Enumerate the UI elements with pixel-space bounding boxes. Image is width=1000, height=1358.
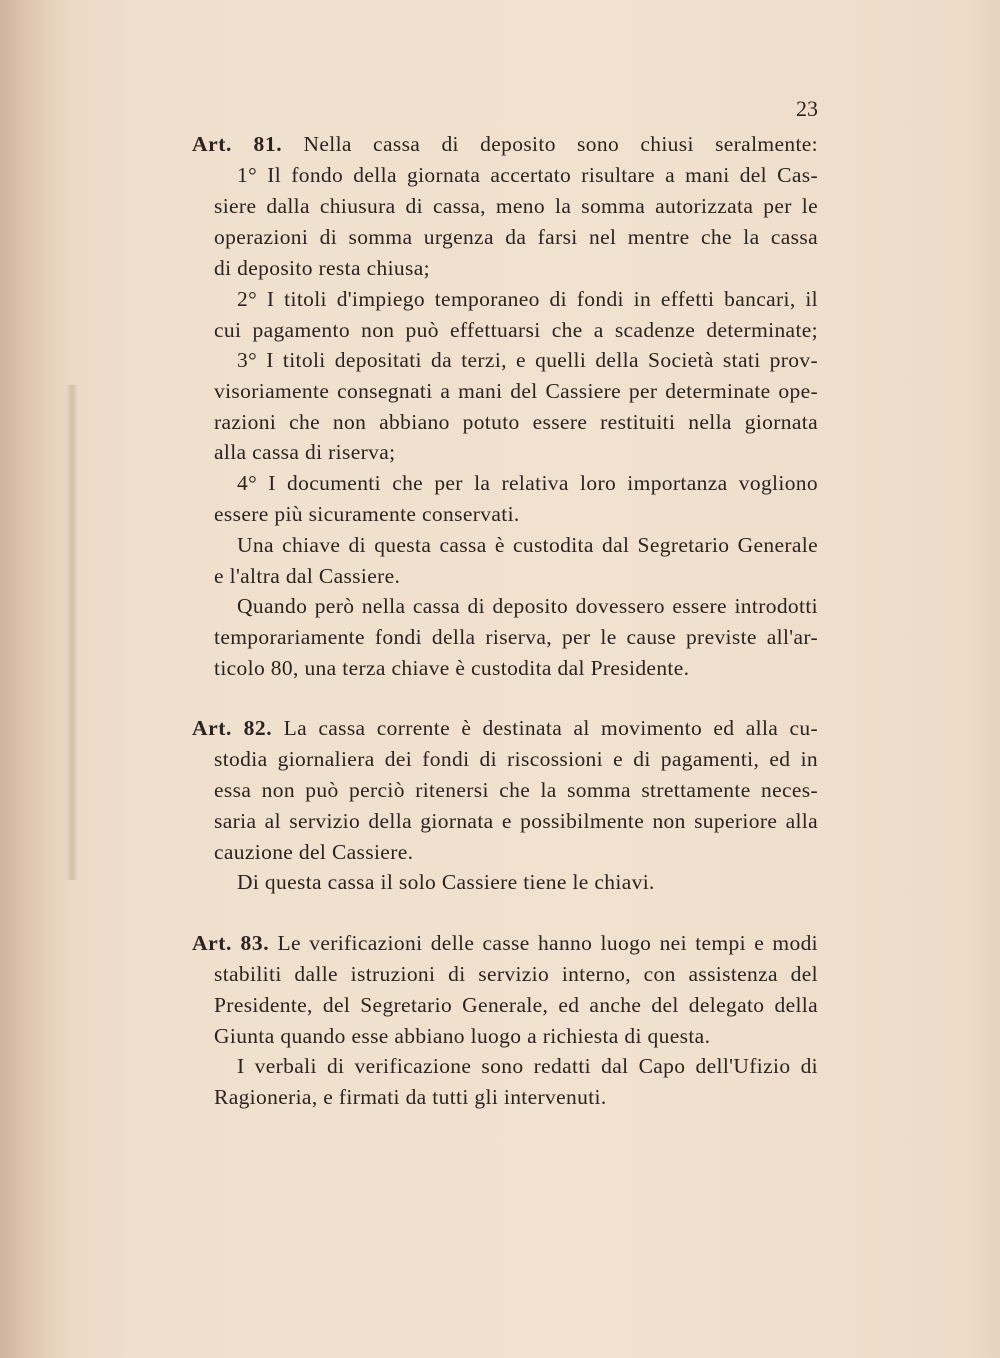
- art83-line: Ragioneria, e firmati da tutti gli intervenuti.: [214, 1085, 607, 1109]
- art81-heading-line: [192, 129, 818, 159]
- art81-line: essere più sicuramente conservati.: [214, 502, 520, 526]
- art82-intro: La cassa corrente è destinata al movimento ed alla cu-: [283, 716, 819, 740]
- art83-line: Giunta quando esse abbiano luogo a richiesta di questa.: [214, 1024, 711, 1048]
- art83-line: Presidente, del Segretario Generale, ed anche del delegato della: [214, 993, 818, 1017]
- art81-line: cui pagamento non può effettuarsi che a scadenze determinate;: [214, 318, 818, 342]
- art81-label: Art. 81.: [192, 132, 283, 156]
- art83-intro: Le verificazioni delle casse hanno luogo nei tempi e modi: [277, 931, 819, 955]
- art81-line: 2° I titoli d'impiego temporaneo di fondi in effetti bancari, il: [237, 287, 818, 311]
- art81-line: operazioni di somma urgenza da farsi nel mentre che la cassa: [214, 225, 818, 249]
- art81-line: 3° I titoli depositati da terzi, e quelli della Società stati prov-: [237, 348, 818, 372]
- page-number: 23: [796, 96, 818, 121]
- art82-line: stodia giornaliera dei fondi di riscossioni e di pagamenti, ed in: [214, 747, 818, 771]
- art81-line: ticolo 80, una terza chiave è custodita dal Presidente.: [214, 656, 690, 680]
- art83-label: Art. 83.: [192, 931, 270, 955]
- art81-line: Una chiave di questa cassa è custodita dal Segretario Generale: [237, 533, 818, 557]
- art82-line: cauzione del Cassiere.: [214, 840, 414, 864]
- art81-line: visoriamente consegnati a mani del Cassiere per determinate ope-: [214, 379, 818, 403]
- art82-line: Di questa cassa il solo Cassiere tiene le chiavi.: [237, 870, 655, 894]
- art83-heading-line: [192, 928, 818, 958]
- art81-line: 4° I documenti che per la relativa loro importanza vogliono: [237, 471, 818, 495]
- art81-line: temporariamente fondi della riserva, per le cause previste all'ar-: [214, 625, 818, 649]
- art81-line: di deposito resta chiusa;: [214, 256, 430, 280]
- art81-line: Quando però nella cassa di deposito dovessero essere introdotti: [237, 594, 818, 618]
- art81-intro: Nella cassa di deposito sono chiusi seralmente:: [303, 132, 819, 156]
- art82-line: saria al servizio della giornata e possibilmente non superiore alla: [214, 809, 818, 833]
- art83-line: stabiliti dalle istruzioni di servizio interno, con assistenza del: [214, 962, 818, 986]
- art81-line: e l'altra dal Cassiere.: [214, 564, 401, 588]
- art83-line: I verbali di verificazione sono redatti dal Capo dell'Ufizio di: [237, 1054, 818, 1078]
- art81-line: razioni che non abbiano potuto essere restituiti nella giornata: [214, 410, 818, 434]
- art82-heading-line: [192, 713, 818, 743]
- art81-line: alla cassa di riserva;: [214, 440, 396, 464]
- art82-line: essa non può perciò ritenersi che la somma strettamente neces-: [214, 778, 818, 802]
- art82-label: Art. 82.: [192, 716, 273, 740]
- art81-line: siere dalla chiusura di cassa, meno la somma autorizzata per le: [214, 194, 818, 218]
- art81-line: 1° Il fondo della giornata accertato risultare a mani del Cas-: [237, 163, 818, 187]
